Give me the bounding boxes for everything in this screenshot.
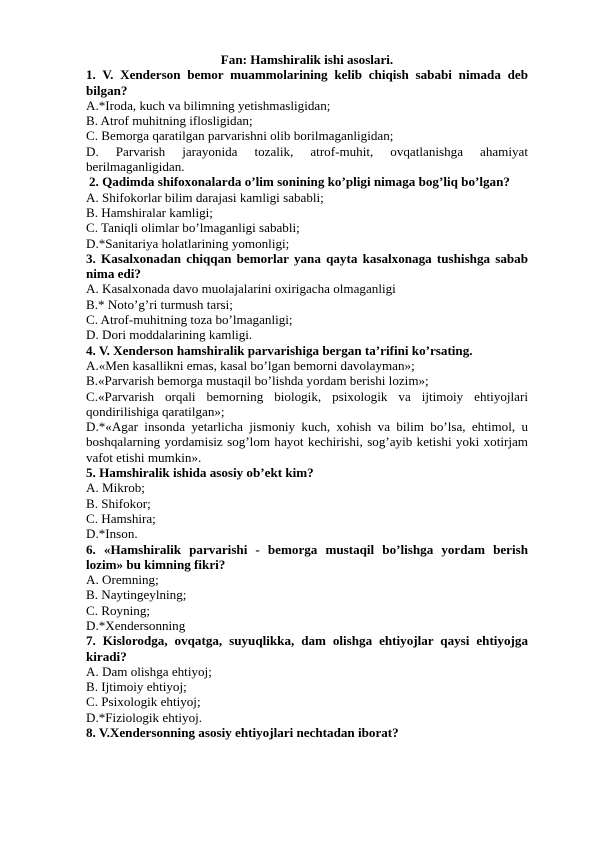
- option-b: B. Naytingeylning;: [86, 587, 187, 603]
- question-7: [86, 633, 528, 725]
- option-c: C. Royning;: [86, 602, 151, 618]
- option-a: A. Oremning;: [86, 572, 159, 588]
- option-c: C. Psixologik ehtiyoj;: [86, 694, 201, 710]
- option-b: B. Hamshiralar kamligi;: [86, 204, 213, 220]
- option-d: D.*Fiziologik ehtiyoj.: [86, 709, 203, 725]
- question-2: [86, 174, 528, 250]
- question-text: 2. Qadimda shifoxonalarda o’lim sonining ko’pligi nimaga bog’liq bo’lgan?: [89, 174, 510, 190]
- option-a: A. Shifokorlar bilim darajasi kamligi sababli;: [86, 189, 324, 205]
- question-4: [86, 343, 528, 465]
- option-c: C.«Parvarish orqali bemorning biologik, psixologik va ijtimoiy ehtiyojlari qondirilishiga qaratilgan»;: [86, 388, 528, 419]
- option-d: D. Parvarish jarayonida tozalik, atrof-muhit, ovqatlanishga ahamiyat berilmaganligidan.: [86, 143, 528, 175]
- question-text: 6. «Hamshiralik parvarishi - bemorga mustaqil bo’lishga yordam berish lozim» bu kimning fikri?: [86, 541, 528, 572]
- option-a: A.«Men kasallikni emas, kasal bo’lgan bemorni davolayman»;: [86, 357, 415, 373]
- option-c: C. Bemorga qaratilgan parvarishni olib borilmaganligidan;: [86, 128, 394, 144]
- question-3: [86, 251, 528, 343]
- option-d: D.*«Agar insonda yetarlicha jismoniy kuch, xohish va bilim bo’lsa, ehtimol, u boshqalarning yordamisiz sog’lom hayot kechirishi, sog’ayib ketishi yoki xotirjam vafot etishi mumkin».: [86, 419, 528, 465]
- question-8: [86, 725, 528, 740]
- option-b: B. Ijtimoiy ehtiyoj;: [86, 679, 187, 695]
- option-c: C. Atrof-muhitning toza bo’lmaganligi;: [86, 312, 293, 328]
- option-a: A. Kasalxonada davo muolajalarini oxirigacha olmaganligi: [86, 281, 396, 297]
- question-text: 8. V.Xendersonning asosiy ehtiyojlari nechtadan iborat?: [86, 725, 399, 741]
- question-6: [86, 542, 528, 634]
- document-title: Fan: Hamshiralik ishi asoslari.: [220, 52, 394, 67]
- option-c: C. Hamshira;: [86, 510, 156, 526]
- option-a: A. Mikrob;: [86, 480, 145, 496]
- question-text: 7. Kislorodga, ovqatga, suyuqlikka, dam olishga ehtiyojlar qaysi ehtiyojga kiradi?: [86, 633, 528, 664]
- question-text: 4. V. Xenderson hamshiralik parvarishiga bergan ta’rifini ko’rsating.: [86, 342, 473, 358]
- question-1: [86, 67, 528, 174]
- option-c: C. Taniqli olimlar bo’lmaganligi sababli;: [86, 220, 300, 236]
- option-d: D.*Inson.: [86, 526, 138, 542]
- question-5: [86, 465, 528, 541]
- document-page: [86, 52, 528, 740]
- option-a: A. Dam olishga ehtiyoj;: [86, 663, 212, 679]
- question-text: 5. Hamshiralik ishida asosiy ob’ekt kim?: [86, 465, 314, 481]
- option-b: B. Shifokor;: [86, 495, 151, 511]
- option-d: D.*Xendersonning: [86, 617, 186, 633]
- question-text: 1. V. Xenderson bemor muammolarining kelib chiqish sababi nimada deb bilgan?: [86, 67, 528, 98]
- option-d: D.*Sanitariya holatlarining yomonligi;: [86, 235, 290, 251]
- option-b: B.* Noto’g’ri turmush tarsi;: [86, 296, 233, 312]
- option-b: B.«Parvarish bemorga mustaqil bo’lishda yordam berishi lozim»;: [86, 373, 429, 389]
- option-b: B. Atrof muhitning iflosligidan;: [86, 113, 253, 129]
- question-text: 3. Kasalxonadan chiqqan bemorlar yana qayta kasalxonaga tushishga sabab nima edi?: [86, 250, 528, 282]
- option-a: A.*Iroda, kuch va bilimning yetishmasligidan;: [86, 97, 331, 113]
- option-d: D. Dori moddalarining kamligi.: [86, 327, 253, 343]
